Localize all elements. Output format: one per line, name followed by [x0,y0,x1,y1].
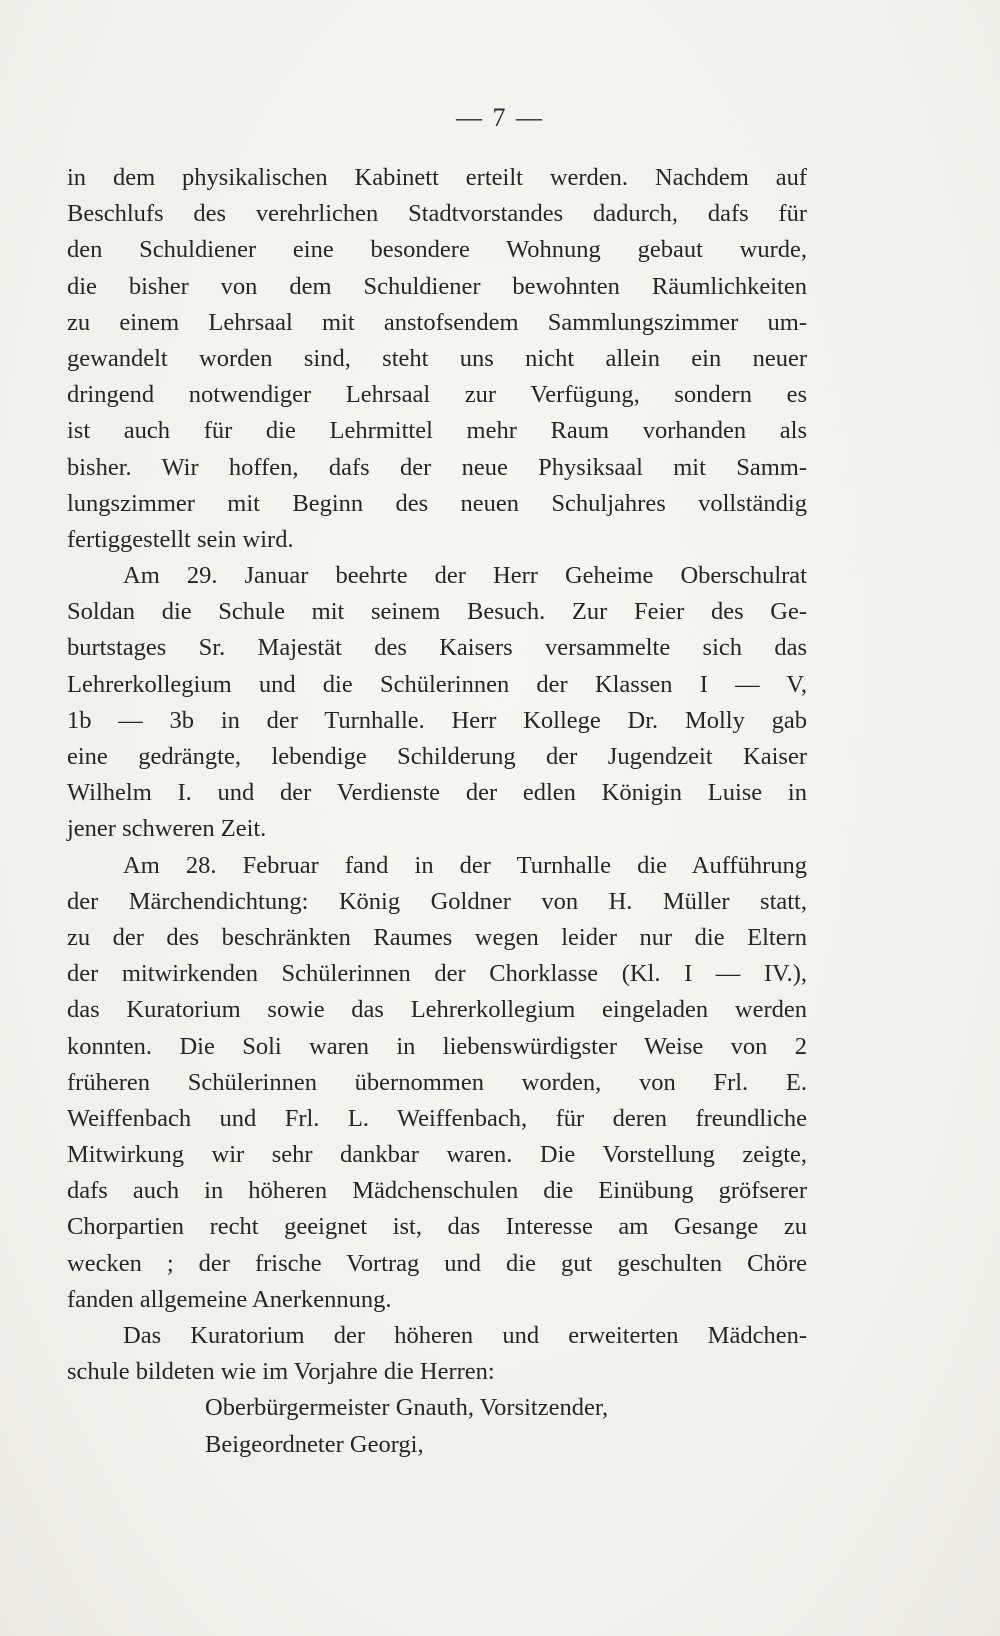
text-line: zu einem Lehrsaal mit anstofsendem Sammlungszimmer um- [67,308,807,336]
text-line: konnten. Die Soli waren in liebenswürdigster Weise von 2 [67,1032,807,1060]
text-line: fanden allgemeine Anerkennung. [67,1285,392,1313]
text-line: Lehrerkollegium und die Schülerinnen der Klassen I — V, [67,670,807,698]
text-line: dringend notwendiger Lehrsaal zur Verfügung, sondern es [67,381,807,409]
text-line: die bisher von dem Schuldiener bewohnten Räumlichkeiten [67,272,807,300]
text-line: Wilhelm I. und der Verdienste der edlen Königin Luise in [67,779,807,807]
text-line: lungszimmer mit Beginn des neuen Schuljahres vollständig [67,489,807,517]
text-line: der mitwirkenden Schülerinnen der Chorklasse (Kl. I — IV.), [67,960,807,988]
text-line: Mitwirkung wir sehr dankbar waren. Die Vorstellung zeigte, [67,1141,807,1169]
text-line: ist auch für die Lehrmittel mehr Raum vorhanden als [67,417,807,445]
text-line: jener schweren Zeit. [67,815,267,843]
text-line: schule bildeten wie im Vorjahre die Herren: [67,1358,495,1386]
text-line: 1b — 3b in der Turnhalle. Herr Kollege Dr. Molly gab [67,706,807,734]
text-line: wecken ; der frische Vortrag und die gut geschulten Chöre [67,1249,807,1277]
body-text [67,160,807,1463]
text-line: burtstages Sr. Majestät des Kaisers versammelte sich das [67,634,807,662]
text-line: früheren Schülerinnen übernommen worden, von Frl. E. [67,1068,807,1096]
text-line: Oberbürgermeister Gnauth, Vorsitzender, [205,1394,609,1422]
text-line: Am 28. Februar fand in der Turnhalle die Aufführung [123,851,807,879]
text-line: Beschlufs des verehrlichen Stadtvorstandes dadurch, dafs für [67,200,807,228]
text-line: zu der des beschränkten Raumes wegen leider nur die Eltern [67,923,807,951]
text-line: gewandelt worden sind, steht uns nicht allein ein neuer [67,344,807,372]
text-line: das Kuratorium sowie das Lehrerkollegium eingeladen werden [67,996,807,1024]
text-line: den Schuldiener eine besondere Wohnung gebaut wurde, [67,236,807,264]
text-line: Soldan die Schule mit seinem Besuch. Zur Feier des Ge- [67,598,807,626]
text-line: Weiffenbach und Frl. L. Weiffenbach, für deren freundliche [67,1104,807,1132]
text-line: eine gedrängte, lebendige Schilderung der Jugendzeit Kaiser [67,743,807,770]
page-number: — 7 — [456,103,544,132]
text-line: Das Kuratorium der höheren und erweiterten Mädchen- [123,1322,807,1349]
text-line: in dem physikalischen Kabinett erteilt werden. Nachdem auf [67,164,807,191]
text-line: Chorpartien recht geeignet ist, das Interesse am Gesange zu [67,1213,807,1241]
text-line: der Märchendichtung: König Goldner von H. Müller statt, [67,887,807,915]
text-line: dafs auch in höheren Mädchenschulen die Einübung gröfserer [67,1177,807,1205]
text-line: bisher. Wir hoffen, dafs der neue Physiksaal mit Samm- [67,453,807,481]
text-line: Beigeordneter Georgi, [205,1430,424,1458]
text-line: Am 29. Januar beehrte der Herr Geheime Oberschulrat [123,562,807,590]
text-line: fertiggestellt sein wird. [67,525,294,553]
